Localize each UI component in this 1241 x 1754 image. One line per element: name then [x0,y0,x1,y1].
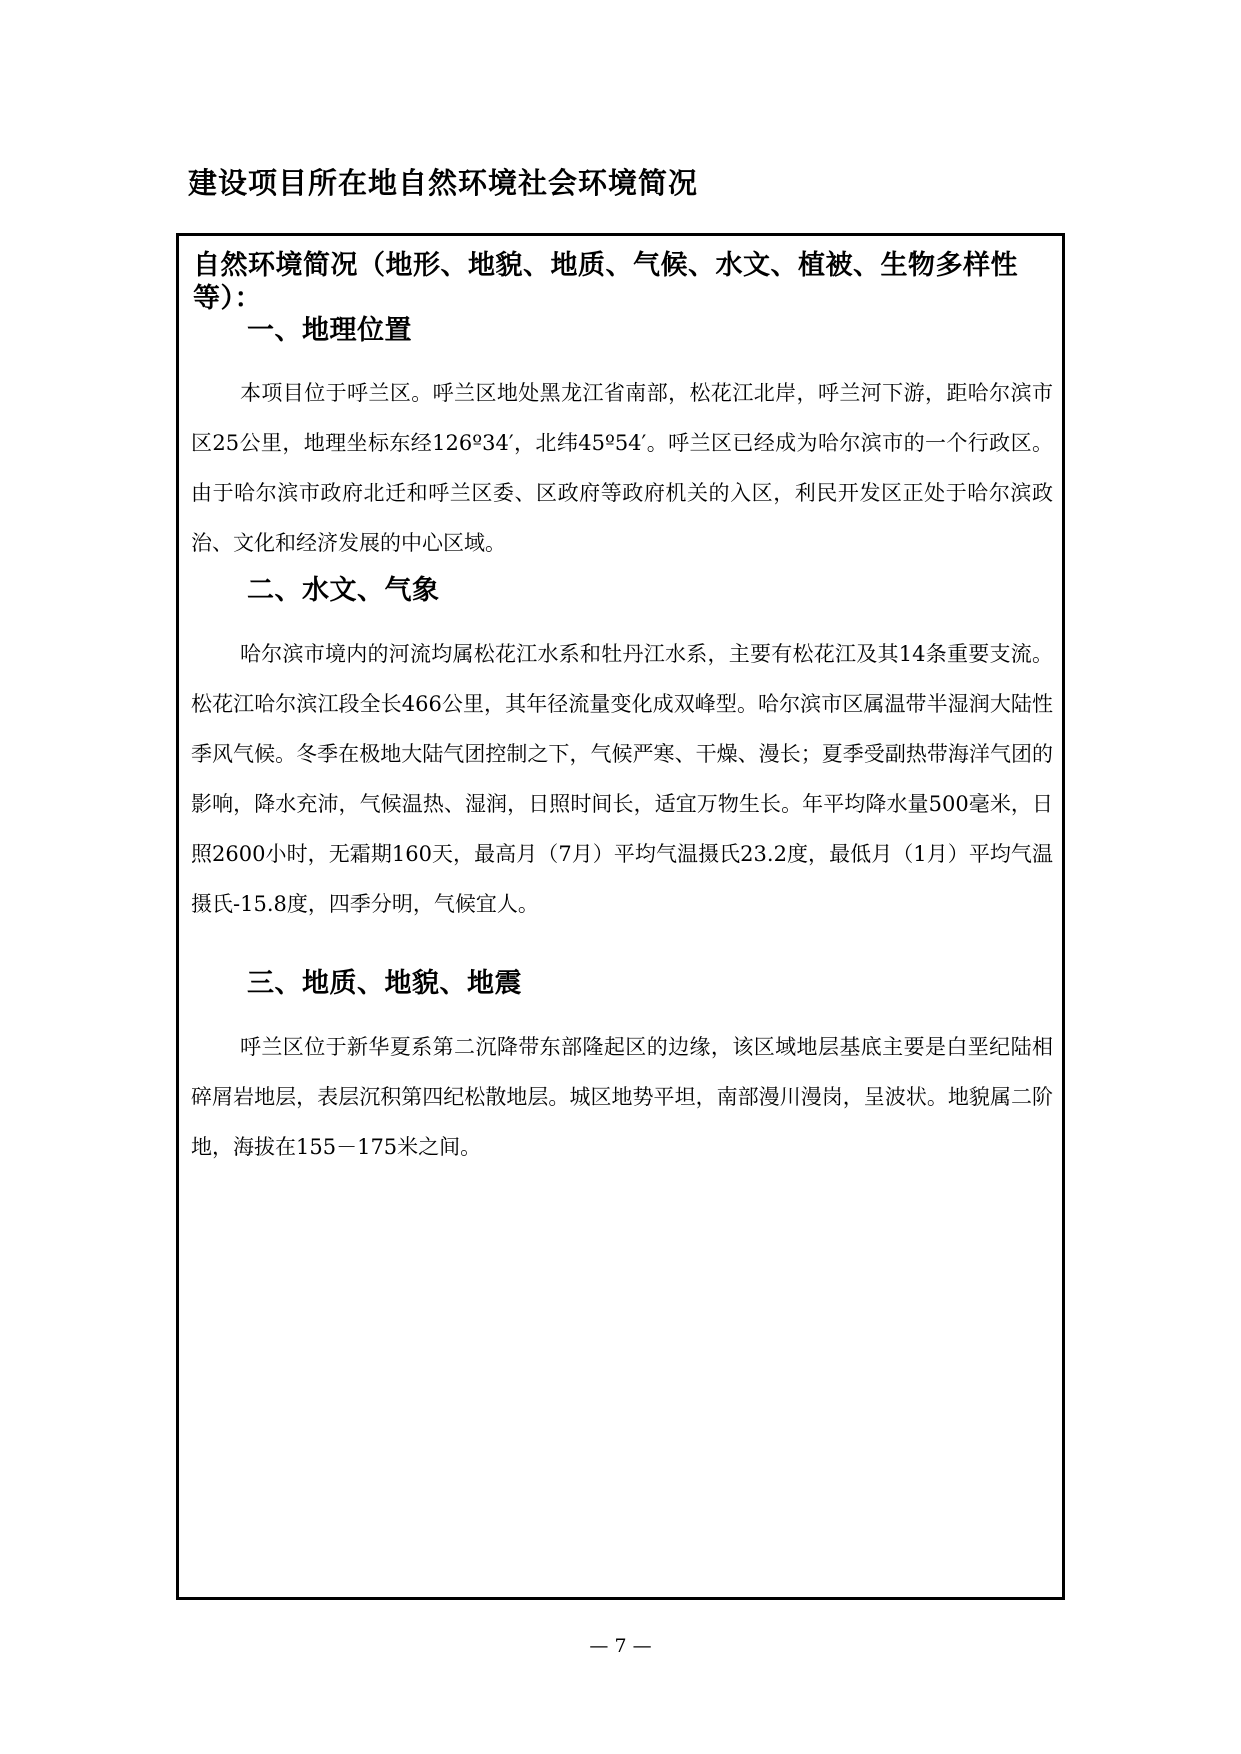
section-title-geography: 一、地理位置 [247,315,412,346]
section-paragraph-hydrology-climate: 哈尔滨市境内的河流均属松花江水系和牡丹江水系，主要有松花江及其14条重要支流。松花江哈尔滨江段全长466公里，其年径流量变化成双峰型。哈尔滨市区属温带半湿润大陆性季风气候。冬季在极地大陆气团控制之下，气候严寒、干燥、漫长；夏季受副热带海洋气团的影响，降水充沛，气候温热、湿润，日照时间长，适宜万物生长。年平均降水量500毫米，日照2600小时，无霜期160天，最高月（7月）平均气温摄氏23.2度，最低月（1月）平均气温摄氏-15.8度，四季分明，气候宜人。 [191,642,1053,916]
environment-overview-box [176,233,1065,1600]
section-paragraph-geology: 呼兰区位于新华夏系第二沉降带东部隆起区的边缘，该区域地层基底主要是白垩纪陆相碎屑岩地层，表层沉积第四纪松散地层。城区地势平坦，南部漫川漫岗，呈波状。地貌属二阶地，海拔在155－175米之间。 [191,1035,1053,1159]
page-title: 建设项目所在地自然环境社会环境简况 [188,166,699,200]
section-paragraph-geography: 本项目位于呼兰区。呼兰区地处黑龙江省南部，松花江北岸，呼兰河下游，距哈尔滨市区25公里，地理坐标东经126º34′，北纬45º54′。呼兰区已经成为哈尔滨市的一个行政区。由于哈尔滨市政府北迁和呼兰区委、区政府等政府机关的入区，利民开发区正处于哈尔滨政治、文化和经济发展的中心区域。 [191,381,1053,555]
box-intro-text: 自然环境简况（地形、地貌、地质、气候、水文、植被、生物多样性等）： [193,250,1018,314]
section-title-geology: 三、地质、地貌、地震 [247,968,522,999]
section-title-hydrology-climate: 二、水文、气象 [247,575,440,606]
page-number: — 7 — [589,1635,652,1657]
